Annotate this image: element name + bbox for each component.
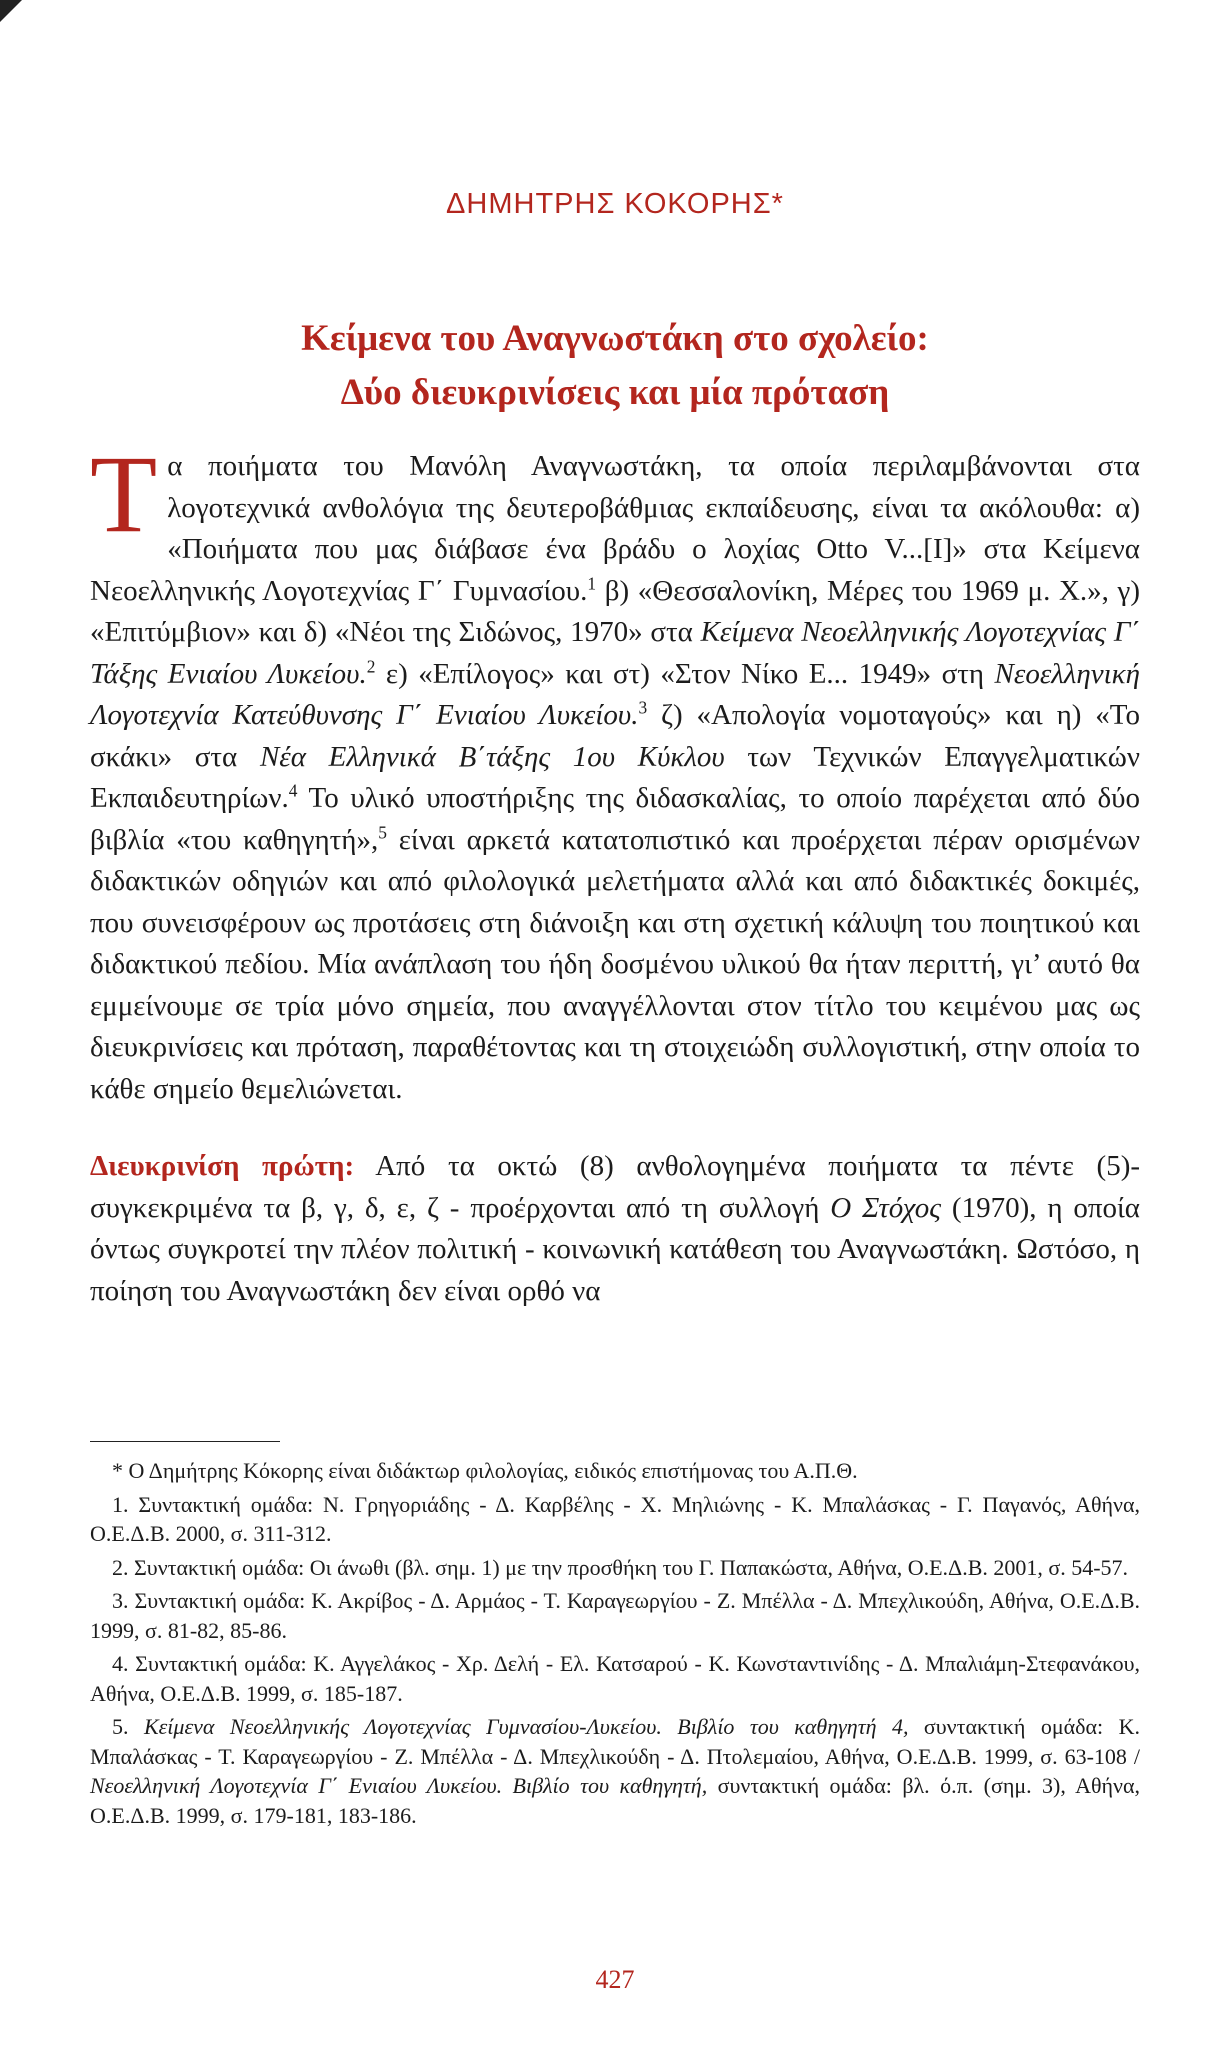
- footnotes: [90, 1456, 1140, 1834]
- title-line-1: Κείμενα του Αναγνωστάκη στο σχολείο:: [301, 318, 929, 359]
- drop-cap: Τ: [90, 433, 158, 555]
- footnote-divider: [90, 1441, 280, 1442]
- footnote-5: 5. Κείμενα Νεοελληνικής Λογοτεχνίας Γυμνασίου-Λυκείου. Βιβλίο του καθηγητή 4, συντακτική ομάδα: Κ. Μπαλάσκας - Τ. Καραγεωργίου - Ζ. Μπέλλα - Δ. Μπεχλικούδη - Δ. Πτολεμαίου, Αθήνα, Ο.Ε.Δ.Β. 1999, σ. 63-108 / Νεοελληνική Λογοτεχνία Γ΄ Ενιαίου Λυκείου. Βιβλίο του καθηγητή, συντακτική ομάδα: βλ. ό.π. (σημ. 3), Αθήνα, Ο.Ε.Δ.Β. 1999, σ. 179-181, 183-186.: [90, 1714, 1141, 1828]
- article-author: ΔΗΜΗΤΡΗΣ ΚΟΚΟΡΗΣ*: [446, 188, 784, 220]
- intro-paragraph: Τα ποιήματα του Μανόλη Αναγνωστάκη, τα οποία περιλαμβάνονται στα λογοτεχνικά ανθολόγια της δευτεροβάθμιας εκπαίδευσης, είναι τα ακόλουθα: α) «Ποιήματα που μας διάβασε ένα βράδυ ο λοχίας Otto V...[I]» στα Κείμενα Νεοελληνικής Λογοτεχνίας Γ΄ Γυμνασίου.$^1$ β) «Θεσσαλονίκη, Μέρες του 1969 μ. Χ.», γ) «Επιτύμβιον» και δ) «Νέοι της Σιδώνος, 1970» στα Κείμενα Νεοελληνικής Λογοτεχνίας Γ΄ Τάξης Ενιαίου Λυκείου.$^2$ ε) «Επίλογος» και στ) «Στον Νίκο Ε... 1949» στη Νεοελληνική Λογοτεχνία Κατεύθυνσης Γ΄ Ενιαίου Λυκείου.$^3$ ζ) «Απολογία νομοταγούς» και η) «Το σκάκι» στα Νέα Ελληνικά Β΄τάξης 1ου Κύκλου των Τεχνικών Επαγγελματικών Εκπαιδευτηρίων.$^4$ Το υλικό υποστήριξης της διδασκαλίας, το οποίο παρέχεται από δύο βιβλία «του καθηγητή»,$^5$ είναι αρκετά κατατοπιστικό και προέρχεται πέραν ορισμένων διδακτικών οδηγιών και από φιλολογικά μελετήματα αλλά και από διδακτικές δοκιμές, που συνεισφέρουν ως προτάσεις στη διάνοιξη και στη σχετική κάλυψη του ποιητικού και διδακτικού πεδίου. Μία ανάπλαση του ήδη δοσμένου υλικού θα ήταν περιττή, γι’ αυτό θα εμμείνουμε σε τρία μόνο σημεία, που αναγγέλλονται στον τίτλο του κειμένου μας ως διευκρινίσεις και πρόταση, παραθέτοντας και τη στοιχειώδη συλλογιστική, στην οποία το κάθε σημείο θεμελιώνεται.: [90, 433, 1140, 1105]
- footnote-1: 1. Συντακτική ομάδα: Ν. Γρηγοριάδης - Δ. Καρβέλης - Χ. Μηλιώνης - Κ. Μπαλάσκας - Γ. Παγανός, Αθήνα, Ο.Ε.Δ.Β. 2000, σ. 311-312.: [90, 1491, 1140, 1546]
- footnote-2: 2. Συντακτική ομάδα: Οι άνωθι (βλ. σημ. 1) με την προσθήκη του Γ. Παπακώστα, Αθήνα, Ο.Ε.Δ.Β. 2001, σ. 54-57.: [112, 1554, 1129, 1580]
- footnote-4: 4. Συντακτική ομάδα: Κ. Αγγελάκος - Χρ. Δελή - Ελ. Κατσαρού - Κ. Κωνσταντινίδης - Δ. Μπαλιάμη-Στεφανάκου, Αθήνα, Ο.Ε.Δ.Β. 1999, σ. 185-187.: [90, 1651, 1140, 1706]
- title-line-2: Δύο διευκρινίσεις και μία πρόταση: [340, 372, 890, 413]
- article-body: [90, 433, 1141, 1312]
- footnote-ref-3[interactable]: 3: [638, 697, 648, 718]
- footnote-ref-4[interactable]: 4: [288, 780, 298, 801]
- page-corner-mark: [0, 0, 22, 22]
- article-title: [90, 312, 1140, 420]
- footnote-ref-1[interactable]: 1: [587, 572, 597, 593]
- section-1-paragraph: Διευκρινίση πρώτη: Από τα οκτώ (8) ανθολογημένα ποιήματα τα πέντε (5)- συγκεκριμένα τα β, γ, δ, ε, ζ - προέρχονται από τη συλλογή Ο Στόχος (1970), η οποία όντως συγκροτεί την πλέον πολιτική - κοινωνική κατάθεση του Αναγνωστάκη. Ωστόσο, η ποίηση του Αναγνωστάκη δεν είναι ορθό να: [90, 1150, 1141, 1307]
- footnote-ref-2[interactable]: 2: [366, 655, 376, 676]
- footnote-3: 3. Συντακτική ομάδα: Κ. Ακρίβος - Δ. Αρμάος - Τ. Καραγεωργίου - Ζ. Μπέλλα - Δ. Μπεχλικούδη, Αθήνα, Ο.Ε.Δ.Β. 1999, σ. 81-82, 85-86.: [90, 1588, 1140, 1643]
- footnote-ref-5[interactable]: 5: [378, 821, 387, 842]
- section-1-heading: Διευκρινίση πρώτη:: [90, 1150, 355, 1182]
- footnote-star: * Ο Δημήτρης Κόκορης είναι διδάκτωρ φιλολογίας, ειδικός επιστήμονας του Α.Π.Θ.: [112, 1458, 858, 1483]
- page-number: 427: [595, 1965, 635, 1994]
